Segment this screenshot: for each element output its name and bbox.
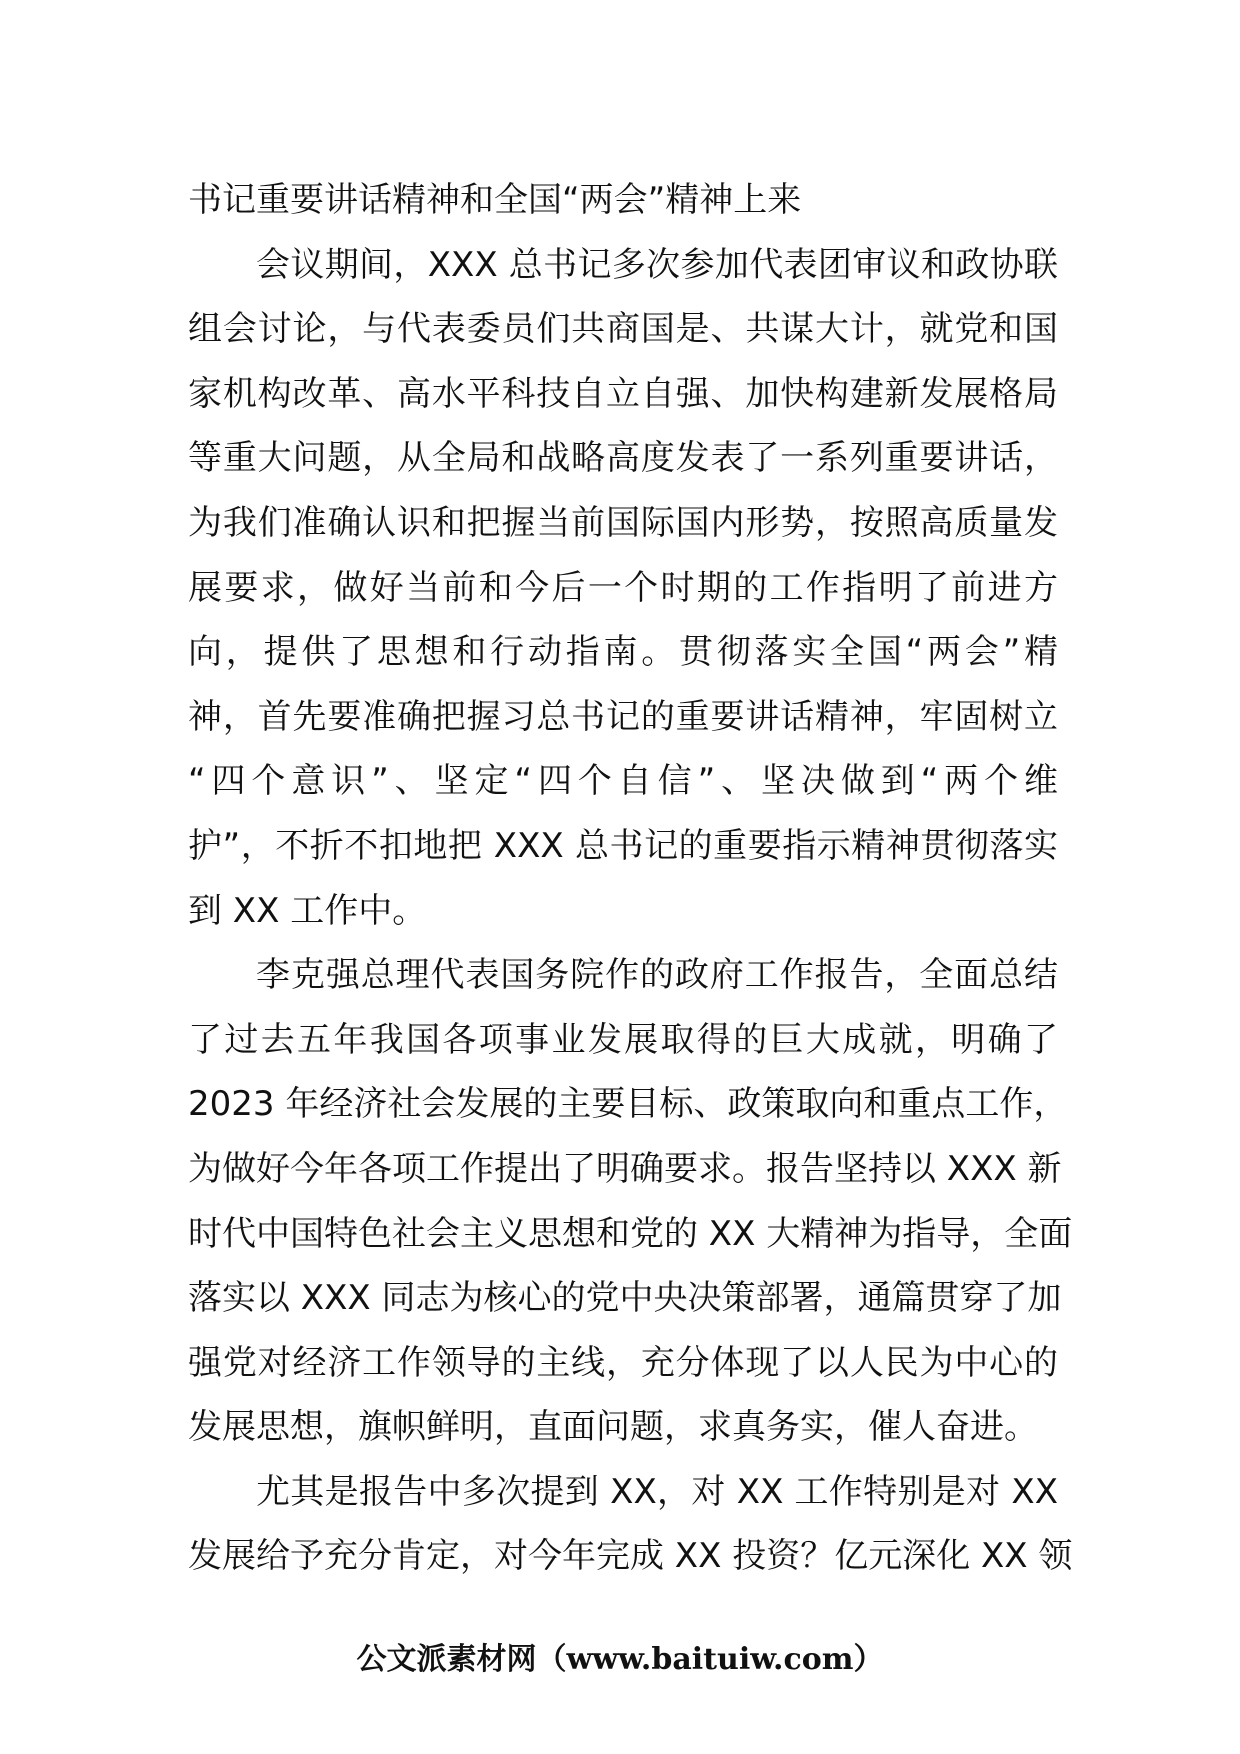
text-line: 李克强总理代表国务院作的政府工作报告，全面总结	[256, 955, 1058, 996]
document-body	[188, 168, 1073, 1589]
text-line: “四个意识”、坚定“四个自信”、坚决做到“两个维	[188, 761, 1058, 802]
text-line: 强党对经济工作领导的主线，充分体现了以人民为中心的	[188, 1342, 1058, 1383]
footer-watermark: 公文派素材网（www.baituiw.com）	[356, 1642, 884, 1677]
text-line: 为做好今年各项工作提出了明确要求。报告坚持以 XXX 新	[188, 1148, 1062, 1189]
text-line: 了过去五年我国各项事业发展取得的巨大成就，明确了	[188, 1019, 1058, 1060]
text-line: 护”，不折不扣地把 XXX 总书记的重要指示精神贯彻落实	[188, 825, 1058, 866]
text-line: 发展给予充分肯定，对今年完成 XX 投资？亿元深化 XX 领	[188, 1536, 1073, 1577]
text-line: 时代中国特色社会主义思想和党的 XX 大精神为指导，全面	[188, 1213, 1073, 1254]
text-line: 等重大问题，从全局和战略高度发表了一系列重要讲话，	[188, 438, 1058, 479]
text-line: 书记重要讲话精神和全国“两会”精神上来	[188, 180, 802, 220]
text-line: 到 XX 工作中。	[188, 890, 427, 931]
text-line: 展要求，做好当前和今后一个时期的工作指明了前进方	[188, 567, 1058, 608]
text-line: 组会讨论，与代表委员们共商国是、共谋大计，就党和国	[188, 309, 1058, 350]
text-line: 会议期间，XXX 总书记多次参加代表团审议和政协联	[256, 244, 1058, 285]
text-line: 落实以 XXX 同志为核心的党中央决策部署，通篇贯穿了加	[188, 1278, 1062, 1319]
text-line: 为我们准确认识和把握当前国际国内形势，按照高质量发	[188, 502, 1058, 543]
text-line: 2023 年经济社会发展的主要目标、政策取向和重点工作，	[188, 1084, 1068, 1125]
text-line: 家机构改革、高水平科技自立自强、加快构建新发展格局	[188, 373, 1058, 414]
text-line: 神，首先要准确把握习总书记的重要讲话精神，牢固树立	[188, 696, 1058, 737]
text-line: 尤其是报告中多次提到 XX，对 XX 工作特别是对 XX	[256, 1471, 1058, 1512]
text-line: 发展思想，旗帜鲜明，直面问题，求真务实，催人奋进。	[188, 1407, 1038, 1448]
text-line: 向，提供了思想和行动指南。贯彻落实全国“两会”精	[188, 632, 1058, 673]
